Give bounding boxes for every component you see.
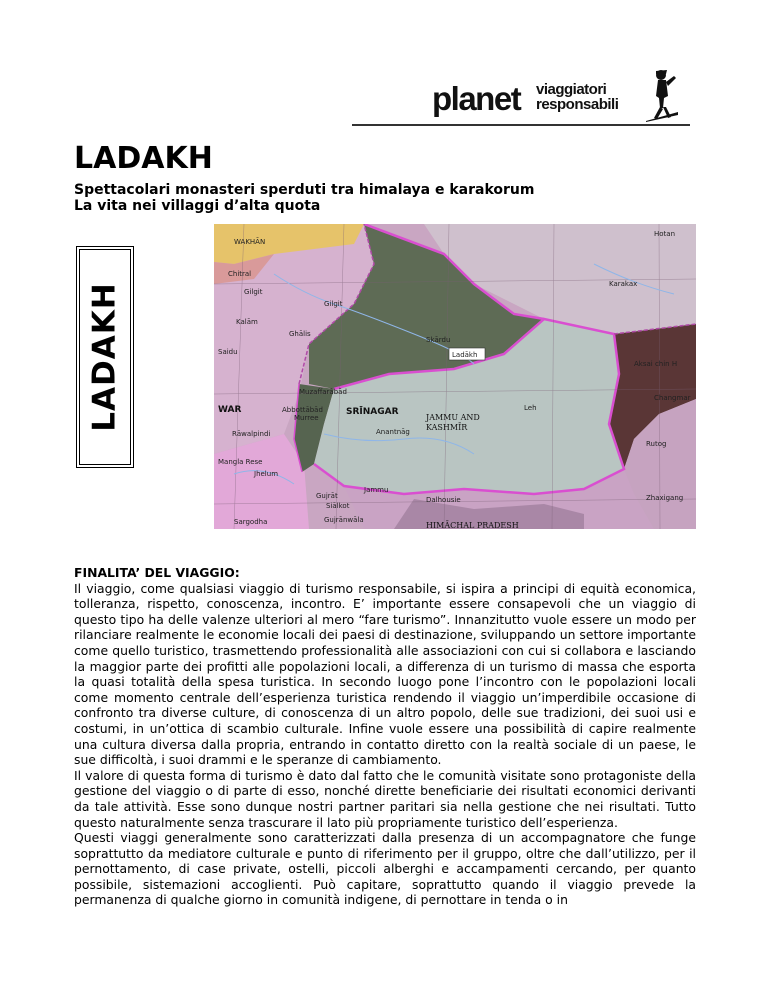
- map-label-murree: Murree: [294, 414, 319, 422]
- map-label-abbottabad: Abbottābād: [282, 406, 323, 414]
- map-label-jk-1: JAMMU AND: [426, 413, 480, 422]
- logo-viaggiatori: viaggiatori: [536, 81, 607, 98]
- subtitle-line-1: Spettacolari monasteri sperduti tra himalaya e karakorum: [74, 182, 535, 198]
- map-label-dalhousie: Dalhousie: [426, 496, 461, 504]
- map-label-himachal: HIMĀCHAL PRADESH: [426, 521, 519, 529]
- page-title: LADAKH: [74, 141, 213, 176]
- map-label-sargodha: Sargodha: [234, 518, 268, 526]
- map-label-gujrat: Gujrāt: [316, 492, 338, 500]
- side-label-frame: [79, 249, 131, 465]
- paragraph-2: Il valore di questa forma di turismo è dato dal fatto che le comunità visitate sono protagoniste della gestione del viaggio o di parte di esso, nonché dirette beneficiarie dei risultati economici derivanti da tale attività. Esse sono dunque nostri partner paritari sia nella gestione che nei risultati. Tutto questo naturalmente senza trascurare il lato più propriamente turistico dell’esperienza.: [74, 767, 696, 830]
- map-label-srinagar: SRĪNAGAR: [346, 407, 399, 417]
- paragraph-3: Questi viaggi generalmente sono caratterizzati dalla presenza di un accompagnatore che funge soprattutto da mediatore culturale e punto di riferimento per il gruppo, oltre che dall’utilizzo, per il pernottamento, di case private, ostelli, piccoli alberghi e accampamenti cercando, per quanto possibile, sistemazioni accoglienti. Può capitare, soprattutto quando il viaggio prevede la permanenza di qualche giorno in comunità indigene, di pernottare in tenda o in: [74, 830, 696, 908]
- map-label-ladakh: Ladākh: [452, 351, 478, 359]
- map-label-mangla: Mangla Rese: [218, 458, 263, 466]
- map-label-war: WAR: [218, 405, 242, 415]
- map-label-leh: Leh: [524, 404, 537, 412]
- map-label-changmar: Changmar: [654, 394, 691, 402]
- map-label-kalam: Kalām: [236, 318, 258, 326]
- logo-planet: planet: [432, 80, 521, 117]
- walker-icon: [644, 68, 680, 122]
- side-label: LADAKH: [87, 282, 123, 432]
- logo-underline: [352, 124, 690, 126]
- map-label-sialkot: Siālkot: [326, 502, 350, 510]
- map-label-aksai: Aksai chin H: [634, 360, 678, 368]
- map-label-skardu: Skārdu: [426, 336, 451, 344]
- logo-responsabili: responsabili: [536, 96, 619, 113]
- map-label-jhelum: Jhelum: [254, 470, 279, 478]
- map-label-rutog: Rutog: [646, 440, 667, 448]
- map-label-ghulis: Ghālis: [289, 330, 311, 338]
- side-label-box: [76, 246, 134, 468]
- map-label-gilgit: Gilgit: [324, 300, 343, 308]
- body-text: [74, 565, 696, 908]
- region-map: [214, 224, 696, 529]
- section-heading: FINALITA’ DEL VIAGGIO:: [74, 565, 240, 580]
- map-label-wakhan: WAKHĀN: [234, 238, 266, 246]
- map-label-chitral: Chitral: [228, 270, 252, 278]
- map-label-muzaffarabad: Muzaffarābād: [299, 388, 347, 396]
- logo: [432, 78, 688, 130]
- map-label-zhaxigang: Zhaxigang: [646, 494, 684, 502]
- map-label-jk-2: KASHMĪR: [426, 423, 468, 432]
- map-label-anantnag: Anantnāg: [376, 428, 410, 436]
- map-label-hotan: Hotan: [654, 230, 676, 238]
- map-label-gujranwala: Gujrānwāla: [324, 516, 364, 524]
- paragraph-1: Il viaggio, come qualsiasi viaggio di turismo responsabile, si ispira a principi di equità economica, tolleranza, rispetto, conoscenza, incontro. E’ importante essere consapevoli che un viaggio di questo tipo ha delle valenze ulteriori al mero “fare turismo”. Innanzitutto vuole essere un modo per rilanciare realmente le economie locali dei paesi di destinazione, sviluppando un settore importante come quello turistico, trasmettendo professionalità alle associazioni con cui si collabora e lasciando la maggior parte dei profitti alle popolazioni locali, a differenza di un turismo di massa che esporta la quasi totalità della spesa turistica. In secondo luogo pone l’incontro con le popolazioni locali come momento centrale dell’esperienza turistica rendendo il viaggio un’imperdibile occasione di confronto tra diverse culture, di conoscenza di un altro popolo, delle sue tradizioni, dei suoi usi e costumi, in un’ottica di scambio culturale. Infine vuole essere una possibilità di capire realmente una cultura diversa dalla propria, entrando in contatto diretto con la realtà sociale di un paese, le sue difficoltà, i suoi drammi e le speranze di cambiamento.: [74, 580, 696, 768]
- subtitle: [74, 182, 534, 214]
- map-svg: [214, 224, 696, 529]
- subtitle-line-2: La vita nei villaggi d’alta quota: [74, 198, 321, 214]
- map-label-gilgit-river: Gilgit: [244, 288, 263, 296]
- map-label-jammu: Jammu: [364, 486, 389, 494]
- map-label-saidu: Saidu: [218, 348, 238, 356]
- map-label-karakax: Karakax: [609, 280, 638, 288]
- map-label-rawalpindi: Rāwalpindi: [232, 430, 271, 438]
